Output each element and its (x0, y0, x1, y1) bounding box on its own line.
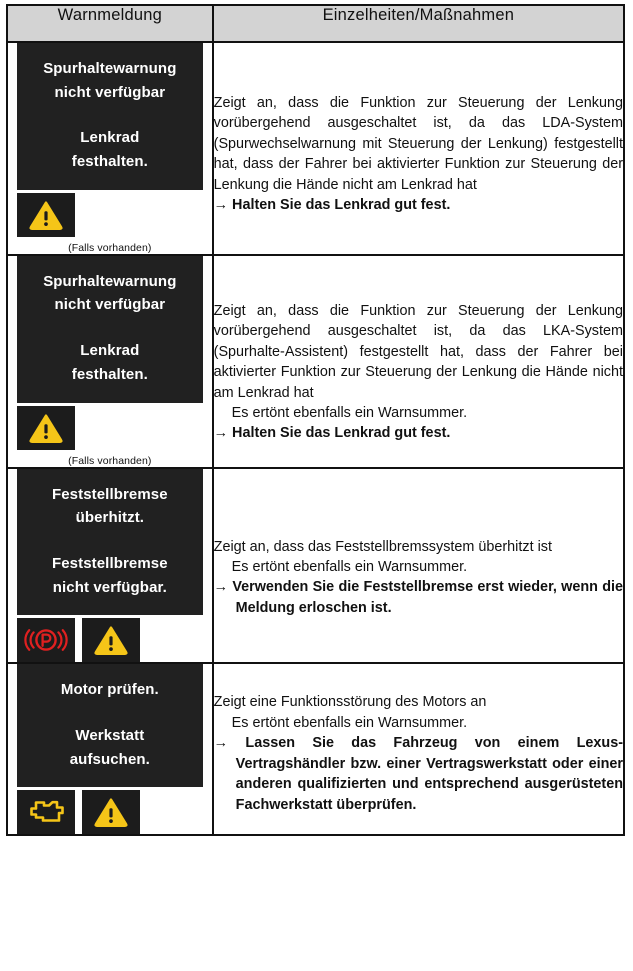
warning-message-cell (7, 468, 213, 664)
display-line: Motor prüfen. (60, 681, 159, 699)
arrow-glyph: → (213, 735, 229, 752)
parking-brake-icon (17, 618, 75, 662)
table-row (7, 468, 624, 664)
details-subnote: Es ertönt ebenfalls ein Warnsummer. (231, 558, 468, 575)
details-measures-cell (213, 255, 624, 468)
table-header-row (7, 5, 624, 42)
details-action-text: Verwenden Sie die Feststellbremse erst wieder, wenn die Meldung erloschen ist. (232, 579, 623, 616)
arrow-glyph: → (213, 579, 229, 596)
indicator-icon-row (17, 193, 203, 237)
details-action-text: Halten Sie das Lenkrad gut fest. (232, 425, 451, 442)
details-paragraph: Zeigt eine Funktionsstörung des Motors an (213, 694, 487, 711)
display-line: Werkstatt (75, 726, 145, 744)
warning-triangle-icon (82, 618, 140, 662)
details-text (214, 301, 623, 444)
engine-check-icon (17, 790, 75, 834)
display-line: Lenkrad (80, 342, 140, 360)
display-line: nicht verfügbar. (52, 578, 167, 596)
details-subnote: Es ertönt ebenfalls ein Warnsummer. (231, 405, 468, 422)
table-body (7, 42, 624, 835)
display-line: Lenkrad (80, 129, 140, 147)
details-measures-cell (213, 42, 624, 255)
availability-note: (Falls vorhanden) (68, 241, 152, 254)
details-measures-cell (213, 468, 624, 664)
indicator-icon-row (17, 618, 203, 662)
display-line: nicht verfügbar (54, 83, 166, 101)
warning-message-table (6, 4, 625, 836)
instrument-display-panel (17, 664, 203, 787)
indicator-icon-row (17, 406, 203, 450)
details-action (214, 733, 623, 815)
table-row (7, 255, 624, 468)
warning-message-cell (7, 663, 213, 835)
details-action (214, 195, 623, 215)
warning-triangle-icon (17, 193, 75, 237)
table-header (7, 5, 624, 42)
details-measures-cell (213, 663, 624, 835)
warning-message-cell (7, 255, 213, 468)
display-line: überhitzt. (75, 509, 145, 527)
column-header-details-measures: Einzelheiten/Maßnahmen (213, 5, 624, 42)
display-line: nicht verfügbar (54, 296, 166, 314)
instrument-display-panel (17, 43, 203, 190)
display-spacer (21, 530, 199, 552)
display-line: aufsuchen. (69, 750, 150, 768)
display-line: Spurhaltewarnung (43, 60, 177, 77)
details-action (214, 423, 623, 443)
details-paragraph: Zeigt an, dass die Funktion zur Steuerung der Lenkung vorübergehend ausgeschaltet ist, da das LKA-System (Spurhalte-Assistent) festgestellt hat, dass der Fahrer bei aktivierter Funktion zur Steuerung der Lenkung die Hände nicht am Lenkrad hat (213, 302, 623, 401)
details-text (214, 692, 623, 815)
table-row (7, 663, 624, 835)
warning-triangle-icon (17, 406, 75, 450)
instrument-display-panel (17, 256, 203, 403)
details-text (214, 537, 623, 619)
column-header-warning-message: Warnmeldung (7, 5, 213, 42)
display-spacer (21, 317, 199, 339)
display-line: Feststellbremse (51, 554, 168, 572)
details-action-text: Lassen Sie das Fahrzeug von einem Lexus-Vertragshändler bzw. einer Vertragswerkstatt oder einer anderen qualifizierten und entsprechend ausgerüsteten Fachwerkstatt überprüfen. (235, 735, 623, 813)
details-paragraph: Zeigt an, dass die Funktion zur Steuerung der Lenkung vorübergehend ausgeschaltet ist, da das LDA-System (Spurwechselwarnung mit Steuerung der Lenkung) festgestellt hat, dass der Fahrer bei aktivierter Funktion zur Steuerung der Lenkung die Hände nicht am Lenkrad hat (213, 95, 623, 193)
arrow-glyph: → (213, 197, 229, 214)
details-action (214, 577, 623, 618)
details-paragraph: Zeigt an, dass das Feststellbremssystem überhitzt ist (213, 538, 552, 555)
display-line: festhalten. (71, 365, 148, 383)
warning-triangle-icon (82, 790, 140, 834)
display-spacer (21, 702, 199, 724)
availability-note: (Falls vorhanden) (68, 454, 152, 467)
table-row (7, 42, 624, 255)
display-line: Feststellbremse (51, 485, 168, 503)
warning-message-cell (7, 42, 213, 255)
display-line: Spurhaltewarnung (43, 272, 177, 290)
details-text (214, 93, 623, 216)
display-spacer (21, 104, 199, 126)
arrow-glyph: → (213, 425, 229, 442)
details-action-text: Halten Sie das Lenkrad gut fest. (232, 197, 451, 214)
details-subnote: Es ertönt ebenfalls ein Warnsummer. (231, 714, 468, 731)
display-line: festhalten. (71, 153, 148, 171)
instrument-display-panel (17, 469, 203, 616)
indicator-icon-row (17, 790, 203, 834)
